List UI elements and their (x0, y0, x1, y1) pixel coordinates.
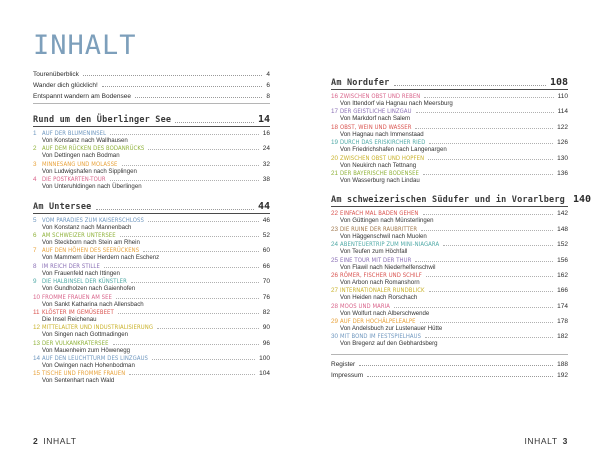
tour-number: 27 (331, 287, 339, 295)
tour-number: 1 (33, 130, 37, 137)
tour-number: 9 (33, 278, 37, 286)
page-number: 3 (562, 436, 568, 446)
tour-route: Von Ittendorf via Hagnau nach Meersburg (340, 100, 453, 107)
leader-dots (116, 298, 259, 299)
tour-entry[interactable] (331, 286, 568, 301)
leader-dots (113, 344, 259, 345)
entry-label: Entspannt wandern am Bodensee (33, 93, 131, 100)
tour-name: ZWISCHEN OBST UND REBEN (340, 94, 421, 100)
tour-number: 7 (33, 247, 37, 255)
entry-label: Register (331, 360, 356, 368)
tour-number: 29 (331, 318, 339, 326)
tour-page: 130 (557, 154, 568, 162)
tour-name: DIE RUINE DER RAUBRITTER (340, 226, 418, 233)
tour-name: AUF DER BLUMENINSEL (42, 131, 107, 137)
tour-page: 156 (557, 256, 568, 264)
leader-dots (426, 276, 553, 277)
tour-route: Von Hagnau nach Immenstaad (340, 130, 424, 138)
tour-number: 26 (331, 271, 339, 279)
tour-route: Von Teufen zum Höchfall (340, 248, 408, 256)
leader-dots (148, 221, 259, 222)
tour-number: 23 (331, 225, 339, 233)
leader-dots (423, 174, 553, 175)
tour-heading-line (33, 339, 270, 347)
tour-number: 8 (33, 262, 37, 270)
leader-dots (428, 159, 553, 160)
tour-entry[interactable] (331, 123, 568, 138)
leader-dots (416, 112, 554, 113)
tour-name: EINE TOUR MIT DER THUR (340, 257, 412, 264)
section-heading[interactable] (331, 73, 568, 88)
leader-dots (157, 328, 259, 329)
tour-heading-line (331, 225, 568, 233)
tour-route: Von Dettingen nach Bodman (42, 152, 120, 160)
running-head: INHALT (43, 436, 77, 446)
tour-heading-line (33, 308, 270, 316)
tour-entry[interactable] (33, 246, 270, 261)
leader-dots (131, 282, 259, 283)
tour-heading-line (33, 144, 270, 152)
tour-number: 16 (331, 93, 339, 100)
tour-heading-line (331, 332, 568, 340)
tour-heading-line (331, 256, 568, 264)
tour-page: 178 (557, 318, 568, 326)
tour-page: 152 (557, 241, 568, 249)
leader-dots (394, 307, 553, 308)
tour-page: 16 (262, 130, 270, 137)
section-heading[interactable] (33, 110, 270, 125)
leader-dots (118, 313, 259, 314)
leader-dots (122, 165, 259, 166)
entry-page: 4 (266, 71, 270, 78)
leader-dots (415, 261, 553, 262)
tour-name: OBST, WEIN UND WASSER (340, 124, 412, 131)
tour-name: AUF DEN HÖHEN DES SEERÜCKENS (42, 248, 140, 255)
section-page: 140 (572, 194, 592, 206)
tour-route: Von Owingen nach Hohenbodman (42, 362, 135, 370)
tour-page: 136 (557, 169, 568, 177)
section-heading[interactable] (331, 190, 592, 206)
leader-dots (83, 75, 262, 76)
tour-page: 46 (262, 216, 270, 224)
leader-dots (96, 209, 254, 210)
leader-dots (120, 236, 259, 237)
tour-page: 174 (557, 302, 568, 310)
tour-entry[interactable] (33, 175, 270, 190)
tour-entry[interactable] (331, 302, 568, 317)
tour-number: 12 (33, 324, 41, 332)
tour-heading-line (331, 209, 568, 217)
back-matter-list (331, 357, 568, 379)
tour-heading-line (33, 277, 270, 285)
section-rule (331, 206, 568, 207)
toc-section (33, 197, 270, 385)
tour-entry[interactable] (331, 271, 568, 286)
tour-entry[interactable] (33, 339, 270, 354)
tour-name: INTERNATIONALER RUNDBLICK (340, 288, 425, 295)
tour-name: MITTELALTER UND INDUSTRIALISIERUNG (42, 325, 154, 332)
tour-entry[interactable] (331, 154, 568, 169)
tour-route: Von Mauenheim zum Höwenegg (42, 346, 131, 354)
entry-label: Impressum (331, 371, 364, 379)
tour-route: Von Ludwigshafen nach Sipplingen (42, 167, 137, 175)
tour-name: MIT BOND IM FESTSPIELHAUS (340, 334, 422, 341)
tour-heading-line (33, 246, 270, 254)
tour-page: 24 (262, 145, 270, 153)
tour-number: 28 (331, 302, 339, 310)
tour-heading-line (331, 138, 568, 146)
entry-page: 8 (266, 93, 270, 100)
tour-heading-line (331, 302, 568, 310)
toc-section (33, 110, 270, 191)
page-title: INHALT (33, 30, 137, 61)
tour-route: Von Gundholzen nach Gaienhofen (42, 285, 136, 293)
tour-number: 17 (331, 108, 339, 116)
tour-page: 114 (557, 108, 568, 116)
entry-label: Wander dich glücklich! (33, 82, 98, 89)
tour-name: KLÖSTER IM GEMÜSEBEET (42, 309, 114, 316)
tour-entry[interactable] (33, 369, 270, 384)
leader-dots (152, 359, 255, 360)
leader-dots (367, 376, 553, 377)
tour-route: Von Neukirch nach Tettnang (340, 161, 417, 169)
tour-route: Von Friedrichshafen nach Langenargen (340, 146, 447, 154)
tour-page: 122 (557, 123, 568, 131)
tour-name: AM SCHWEIZER UNTERSEE (42, 232, 116, 239)
tour-entry[interactable] (331, 225, 568, 240)
tour-heading-line (331, 286, 568, 294)
tour-heading-line (33, 231, 270, 239)
tour-page: 76 (262, 293, 270, 301)
tour-entry[interactable] (33, 262, 270, 277)
leader-dots (423, 214, 554, 215)
leader-dots (148, 149, 258, 150)
tour-page: 90 (262, 324, 270, 332)
tour-entry[interactable] (33, 129, 270, 144)
tour-entry[interactable] (33, 144, 270, 159)
tour-entry[interactable] (33, 160, 270, 175)
leader-dots (394, 85, 546, 86)
tour-heading-line (331, 107, 568, 115)
divider (33, 103, 270, 104)
tour-page: 70 (262, 278, 270, 286)
tour-name: ZWISCHEN OBST UND HOPFEN (340, 155, 425, 162)
leader-dots (415, 128, 553, 129)
tour-route: Von Wasserburg nach Lindau (340, 176, 420, 184)
tour-route: Von Flawil nach Niederhelfenschwil (340, 263, 436, 271)
toc-section (331, 190, 592, 348)
tour-route: Von Sentenhart nach Wald (42, 377, 115, 385)
front-matter-list (33, 67, 270, 100)
section-title: Am schweizerischen Südufer und in Vorarlberg (331, 195, 565, 206)
tour-page: 52 (262, 231, 270, 239)
tour-entry[interactable] (33, 354, 270, 369)
tour-number: 13 (33, 339, 41, 347)
tour-page: 38 (262, 176, 270, 184)
entry-label: Tourenüberblick (33, 71, 79, 78)
tour-route: Von Frauenfeld nach Ittingen (42, 269, 120, 277)
tour-entry[interactable] (331, 92, 568, 107)
tour-page: 60 (262, 247, 270, 255)
tour-heading-line (331, 240, 568, 248)
tour-entry[interactable] (331, 209, 568, 224)
tour-entry[interactable] (33, 308, 270, 323)
section-title: Am Nordufer (331, 78, 390, 88)
tour-name: DIE HALBINSEL DER KÜNSTLER (42, 279, 127, 286)
toc-section (331, 73, 568, 184)
tour-number: 4 (33, 176, 37, 184)
entry-page: 6 (266, 82, 270, 89)
tour-name: DURCH DAS ERISKIRCHER RIED (340, 140, 426, 147)
tour-page: 162 (557, 271, 568, 279)
section-rule (331, 89, 568, 90)
tour-name: TISCHE UND FROMME FRAUEN (42, 371, 126, 378)
toc-left-column (33, 67, 270, 385)
tour-entry[interactable] (33, 216, 270, 231)
tour-page: 126 (557, 139, 568, 147)
tour-name: MOOS UND MARIA (340, 303, 391, 310)
section-page: 44 (257, 200, 270, 212)
entry-page: 188 (557, 360, 568, 368)
entry-page: 192 (557, 371, 568, 379)
tour-number: 2 (33, 145, 37, 153)
tour-heading-line (33, 262, 270, 270)
toc-right-column (331, 67, 592, 379)
tour-route: Von Singen nach Gottmadingen (42, 331, 129, 339)
tour-name: DIE POSTKARTEN-TOUR (42, 177, 106, 184)
left-sections (33, 110, 270, 385)
tour-route: Von Heiden nach Rorschach (340, 294, 418, 302)
tour-entry[interactable] (331, 332, 568, 347)
leader-dots (429, 143, 553, 144)
tour-route: Von Arbon nach Romanshorn (340, 278, 420, 286)
right-sections (331, 73, 592, 348)
section-title: Rund um den Überlinger See (33, 115, 172, 125)
tour-entry[interactable] (33, 323, 270, 338)
toc-entry[interactable] (33, 89, 270, 100)
tour-name: DER VULKANKRATERSEE (42, 340, 109, 347)
tour-name: ABENTEUERTRIP ZUM MINI-NIAGARA (340, 242, 440, 249)
tour-entry[interactable] (331, 256, 568, 271)
section-heading[interactable] (33, 197, 270, 212)
tour-number: 25 (331, 256, 339, 264)
tour-name: AUF DEN LEUCHTTURM DES LINZGAUS (42, 356, 149, 363)
tour-name: MINNESANG UND MOLASSE (42, 161, 118, 168)
tour-heading-line (331, 154, 568, 162)
tour-name: FROMME FRAUEN AM SEE (42, 294, 113, 301)
tour-heading-line (33, 175, 270, 183)
leader-dots (359, 365, 553, 366)
tour-number: 19 (331, 139, 339, 147)
tour-route: Von Unteruhldingen nach Überlingen (42, 183, 142, 191)
tour-entry[interactable] (331, 169, 568, 184)
section-page: 108 (549, 77, 568, 88)
footer-left (33, 436, 77, 446)
tour-heading-line (33, 216, 270, 224)
tour-route: Die Insel Reichenau (42, 315, 97, 323)
section-rule (33, 213, 270, 214)
tour-route: Von Güttingen nach Münsterlingen (340, 217, 434, 225)
tour-page: 100 (259, 355, 270, 363)
tour-heading-line (33, 354, 270, 362)
tour-number: 30 (331, 333, 339, 341)
tour-page: 32 (262, 160, 270, 168)
leader-dots (424, 97, 553, 98)
leader-dots (421, 230, 553, 231)
tour-page: 142 (557, 210, 568, 218)
leader-dots (420, 322, 554, 323)
tour-name: VOM PARADIES ZUM KAISERSCHLOSS (42, 217, 144, 224)
leader-dots (425, 337, 553, 338)
leader-dots (429, 291, 554, 292)
tour-number: 5 (33, 216, 37, 224)
tour-number: 10 (33, 293, 41, 301)
tour-name: DER GEISTLICHE LINZGAU (340, 109, 412, 116)
section-page: 14 (257, 114, 270, 125)
tour-heading-line (331, 271, 568, 279)
tour-heading-line (33, 293, 270, 301)
tour-name: AUF DER HOCHÄLPELEALPE (340, 319, 416, 326)
tour-heading-line (331, 92, 568, 100)
divider (331, 354, 568, 355)
tour-number: 20 (331, 154, 339, 162)
tour-number: 18 (331, 123, 339, 131)
tour-page: 82 (262, 308, 270, 316)
leader-dots (102, 86, 263, 87)
toc-entry[interactable] (33, 78, 270, 89)
tour-number: 22 (331, 210, 339, 218)
leader-dots (143, 251, 259, 252)
tour-route: Von Bregenz auf den Gebhardsberg (340, 340, 438, 348)
tour-route: Von Wolfurt nach Alberschwende (340, 309, 430, 317)
tour-name: AUF DEM RÜCKEN DES BODANRÜCKS (42, 146, 145, 153)
tour-heading-line (331, 317, 568, 325)
leader-dots (110, 180, 259, 181)
leader-dots (129, 374, 255, 375)
tour-route: Von Konstanz nach Mannenbach (42, 223, 132, 231)
tour-route: Von Konstanz nach Wallhausen (42, 137, 128, 144)
tour-page: 104 (259, 370, 270, 378)
toc-entry[interactable] (33, 67, 270, 78)
leader-dots (443, 245, 553, 246)
section-rule (33, 126, 270, 127)
leader-dots (135, 97, 262, 98)
page-number: 2 (33, 436, 39, 446)
running-head: INHALT (524, 436, 558, 446)
section-title: Am Untersee (33, 201, 92, 212)
tour-page: 166 (557, 287, 568, 295)
tour-name: EINFACH MAL BADEN GEHEN (340, 211, 419, 218)
tour-entry[interactable] (331, 107, 568, 122)
tour-route: Von Markdorf nach Salem (340, 115, 411, 123)
tour-heading-line (33, 129, 270, 137)
tour-page: 148 (557, 225, 568, 233)
tour-name: RÖMER, FISCHER UND SCHILF (340, 272, 422, 279)
tour-heading-line (33, 369, 270, 377)
tour-route: Von Mammern über Herdern nach Eschenz (42, 254, 160, 262)
tour-number: 21 (331, 169, 339, 177)
tour-page: 96 (262, 339, 270, 347)
tour-entry[interactable] (331, 317, 568, 332)
tour-route: Von Häggenschwil nach Muolen (340, 232, 427, 240)
tour-number: 11 (33, 308, 40, 316)
tour-number: 24 (331, 241, 339, 249)
tour-entry[interactable] (33, 293, 270, 308)
tour-name: DER BAYERISCHE BODENSEE (340, 170, 419, 177)
tour-route: Von Steckborn nach Stein am Rhein (42, 238, 140, 246)
tour-heading-line (33, 160, 270, 168)
toc-entry[interactable] (331, 368, 568, 379)
tour-number: 14 (33, 355, 41, 363)
tour-number: 3 (33, 160, 37, 168)
tour-name: IM REICH DER STILLE (42, 263, 100, 270)
leader-dots (175, 122, 254, 123)
tour-page: 66 (262, 262, 270, 270)
footer-right (524, 436, 568, 446)
tour-heading-line (331, 169, 568, 177)
toc-entry[interactable] (331, 357, 568, 368)
tour-heading-line (331, 123, 568, 131)
tour-entry[interactable] (331, 240, 568, 255)
tour-entry[interactable] (331, 138, 568, 153)
tour-route: Von Sankt Katharina nach Allensbach (42, 300, 144, 308)
leader-dots (110, 134, 259, 135)
tour-page: 110 (557, 93, 568, 100)
tour-entry[interactable] (33, 277, 270, 292)
tour-entry[interactable] (33, 231, 270, 246)
tour-heading-line (33, 323, 270, 331)
tour-number: 6 (33, 231, 37, 239)
tour-route: Von Andelsbuch zur Lustenauer Hütte (340, 325, 443, 333)
tour-page: 182 (557, 333, 568, 341)
leader-dots (104, 267, 259, 268)
tour-number: 15 (33, 370, 41, 378)
